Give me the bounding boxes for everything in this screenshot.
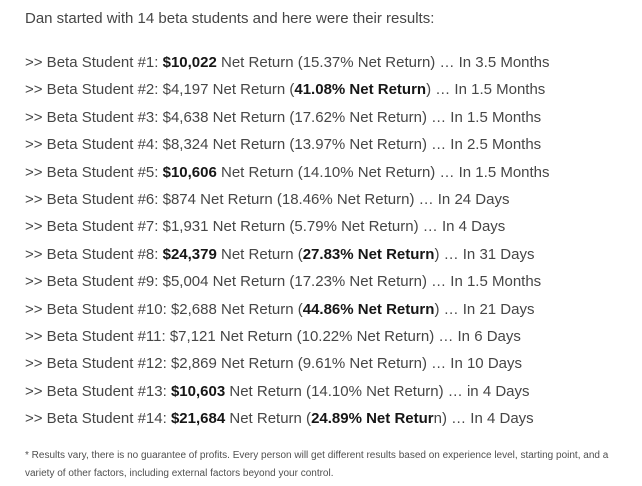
net-return-amount: $4,197: [162, 81, 209, 99]
line-tail: ) … In 6 Days: [429, 328, 521, 346]
line-prefix: >> Beta Student #4:: [25, 136, 163, 154]
net-return-amount: $2,869: [170, 355, 217, 373]
student-result-line: [25, 159, 622, 186]
net-return-amount: $2,688: [170, 300, 217, 318]
net-return-amount: $7,121: [169, 328, 216, 346]
line-mid: Net Return (: [215, 328, 302, 346]
student-results-list: [25, 49, 622, 433]
student-result-line: [25, 131, 622, 158]
line-tail: ) … in 4 Days: [438, 382, 530, 400]
student-result-line: [25, 241, 622, 268]
line-prefix: >> Beta Student #11:: [25, 328, 170, 346]
line-mid: Net Return (: [216, 245, 303, 263]
line-mid: Net Return (: [195, 191, 282, 209]
net-return-percent: 15.37% Net Return: [302, 54, 431, 71]
percent-tail: n: [433, 410, 442, 428]
net-return-percent: 27.83% Net Return: [302, 245, 435, 263]
net-return-amount: $21,684: [170, 410, 226, 428]
line-mid: Net Return (: [216, 355, 303, 373]
net-return-percent: 17.23% Net Return: [294, 273, 422, 291]
net-return-amount: $1,931: [162, 218, 209, 236]
line-tail: ) … In 3.5 Months: [430, 54, 550, 71]
student-result-line: [25, 186, 622, 213]
line-prefix: >> Beta Student #1:: [25, 54, 163, 71]
student-result-line: [25, 296, 622, 323]
line-prefix: >> Beta Student #12:: [25, 355, 171, 373]
student-result-line: [25, 350, 622, 377]
line-mid: Net Return (: [208, 218, 295, 236]
net-return-percent: 13.97% Net Return: [294, 136, 422, 154]
net-return-amount: $10,603: [170, 382, 226, 400]
net-return-percent: 24.89% Net Retur: [311, 410, 434, 428]
net-return-percent: 10.22% Net Return: [301, 328, 430, 346]
line-mid: Net Return (: [225, 382, 312, 400]
line-mid: Net Return (: [225, 410, 312, 428]
student-result-line: [25, 378, 622, 405]
page-title: Dan started with 14 beta students and here were their results:: [25, 10, 435, 27]
line-tail: ) … In 1.5 Months: [421, 108, 542, 126]
line-prefix: >> Beta Student #8:: [25, 245, 163, 263]
line-tail: ) … In 10 Days: [421, 355, 522, 373]
line-tail: ) … In 4 Days: [441, 410, 534, 428]
line-mid: Net Return (: [208, 136, 295, 154]
line-prefix: >> Beta Student #9:: [25, 273, 163, 291]
net-return-percent: 5.79% Net Return: [294, 218, 414, 236]
disclaimer-text: * Results vary, there is no guarantee of profits. Every person will get different results based on experience level, starting point, and a variety of other factors, including external factors beyond your control.: [25, 449, 609, 479]
net-return-amount: $4,638: [162, 108, 209, 126]
line-mid: Net Return (: [216, 163, 303, 181]
line-mid: Net Return (: [208, 273, 295, 291]
student-result-line: [25, 104, 622, 131]
line-prefix: >> Beta Student #3:: [25, 108, 163, 126]
line-prefix: >> Beta Student #13:: [25, 382, 171, 400]
line-tail: ) … In 2.5 Months: [421, 136, 542, 154]
student-result-line: [25, 213, 622, 240]
line-tail: ) … In 1.5 Months: [421, 273, 542, 291]
line-tail: ) … In 31 Days: [434, 245, 535, 263]
line-prefix: >> Beta Student #5:: [25, 163, 163, 181]
net-return-amount: $874: [162, 191, 196, 209]
line-mid: Net Return (: [216, 300, 303, 318]
line-tail: ) … In 24 Days: [409, 191, 510, 209]
line-prefix: >> Beta Student #14:: [25, 410, 171, 428]
line-mid: Net Return (: [208, 81, 295, 99]
student-result-line: [25, 268, 622, 295]
line-prefix: >> Beta Student #10:: [25, 300, 171, 318]
line-tail: ) … In 1.5 Months: [430, 163, 550, 181]
line-mid: Net Return (: [216, 54, 303, 71]
line-prefix: >> Beta Student #2:: [25, 81, 163, 99]
net-return-percent: 17.62% Net Return: [294, 108, 422, 126]
net-return-percent: 14.10% Net Return: [311, 382, 439, 400]
net-return-amount: $24,379: [162, 245, 217, 263]
line-mid: Net Return (: [208, 108, 295, 126]
net-return-amount: $8,324: [162, 136, 209, 154]
net-return-amount: $5,004: [162, 273, 209, 291]
net-return-amount: $10,606: [162, 163, 217, 181]
student-result-line: [25, 405, 622, 432]
line-prefix: >> Beta Student #6:: [25, 191, 163, 209]
line-prefix: >> Beta Student #7:: [25, 218, 163, 236]
net-return-percent: 18.46% Net Return: [281, 191, 410, 209]
net-return-percent: 44.86% Net Return: [302, 300, 435, 318]
student-result-line: [25, 76, 622, 103]
student-result-line: [25, 49, 622, 76]
line-tail: ) … In 21 Days: [434, 300, 535, 318]
line-tail: ) … In 4 Days: [413, 218, 506, 236]
net-return-percent: 14.10% Net Return: [302, 163, 431, 181]
student-result-line: [25, 323, 622, 350]
line-tail: ) … In 1.5 Months: [426, 81, 546, 99]
net-return-percent: 41.08% Net Return: [294, 81, 427, 99]
net-return-percent: 9.61% Net Return: [302, 355, 422, 373]
net-return-amount: $10,022: [162, 54, 217, 71]
